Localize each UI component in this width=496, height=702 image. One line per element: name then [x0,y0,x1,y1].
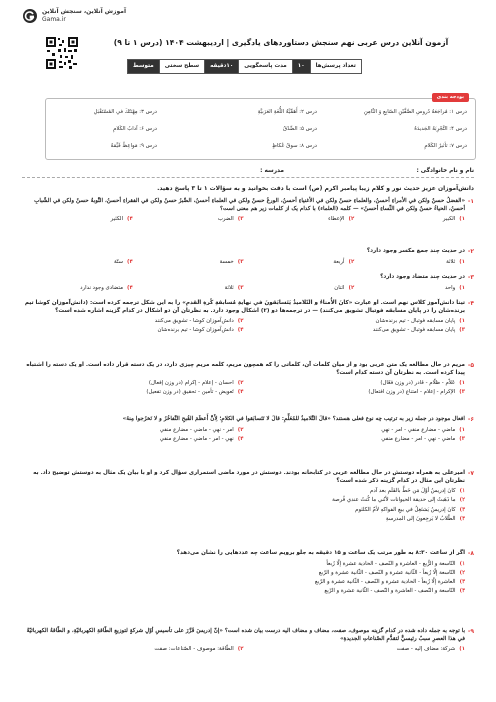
option-2[interactable]: ۲) دانش‌آموزان کوشا - تشویق می‌کنند [154,318,244,325]
question-text: مریم در حال مطالعه یک متن عربی بود و از میان کلمات آن، کلماتی را که همچون مریم، کلمه مریم چیزی دارد، در یک دسته قرار داده است. او یک دسته را اشتباه پیدا کرده است. به نظرتان آن دسته کدام است؟ [26,362,465,376]
option-2[interactable]: ۲) أربعة [333,258,355,265]
exam-meta-row [127,59,362,74]
option-1[interactable]: ۱) شركة: مضاف إليه - صفت [396,646,465,653]
question-1 [22,198,474,224]
topic-item: درس ۴: التَّجْرِبَةُ الجَديدَةُ [414,126,467,132]
options-list [22,645,465,654]
option-2[interactable]: ۲) احسان - إعلام - إكرام (در وزن إفعال) [148,380,244,387]
option-2[interactable]: ۲) ما ذَهَبتُ إلى حديقة الحيوانات لأنّني ما كُنتُ عندي فُرصة [332,497,465,504]
question-text: با توجه به جمله داده شده در کدام گزینه موصوف، صفت، مضاف و مضاف الیه درست بیان شده است؟ «إنّ إدريسَ قَرَّرَ على تأسيسِ أوّلِ شركةٍ لتوزيعِ الطّاقةِ الكهربائيّةِ، و الطّاقةُ الكهربائيّةُ في هذا العصرِ سببٌ رئيسيٌّ لتقدُّمِ الصّناعاتِ الجديدةِ» [26,628,465,642]
topic-item: درس ۸: سوقُ عُكاظٍ [272,143,317,149]
student-info-row [24,168,474,176]
topic-item: درس ۶: آدابُ الكَلامِ [113,126,157,132]
option-1[interactable]: ۱) ثلاثة [446,258,465,265]
option-1[interactable]: ۱) الكبير [442,216,465,223]
option-4[interactable]: ۴) الطّلابُ لا يَرجِعونَ إلى المدرسةِ [385,515,465,522]
question-text: «الفضلُ حسنٌ ولكن في الأمراءِ أحسنُ، والعلماءِ حسنٌ ولكن في الأغنياءِ أحسنُ، الورعُ حسنٌ ولكن في العلماءِ أحسنُ، الصَّبرُ حسنٌ ولكن في الفقراءِ أحسنُ، التَّوبةُ حسنٌ ولكن في الشّبابِ أحسنُ، الحياءُ حسنٌ ولكن في النِّساءِ أحسنُ» — كلمه (العلماء) با کدام یک از کلمات زیر هم معنی است؟ [34,198,465,212]
exam-title: آزمون آنلاین درس عربی نهم سنجش دستاوردهای یادگیری | اردیبهشت ۱۴۰۴ (درس ۱ تا ۹) [113,38,449,47]
option-2[interactable]: ۲) الإعطاء [328,216,355,223]
topic-item: درس ۷: تأثیرُ الكَلامِ [424,143,467,149]
option-3[interactable]: ۳) العاشرة إلّا رُبعاً - الحادية عشرة و النّصف - الثّانية عشرة و الرّبع [314,579,465,586]
question-text: افعال موجود در جمله زیر به ترتیب چه نوع فعلی هستند؟ «قالَ التَّلاميذُ للمُعَلِّمِ: قالَ لا تَتَسابَقوا في الكلامِ؛ لِأَنَّ أَعظَمَ القُبحِ التَّفاخُرُ و لا تَخرُجوا مِنهُ» [122,416,465,422]
meta-duration-label: مدت پاسخگویی [238,60,292,73]
meta-duration-value: ۱۰دقیقه [204,60,238,73]
options-list [22,284,465,293]
options-list [22,487,465,524]
option-2[interactable]: ۲) امر - نهي - ماضي - مضارع منفي [159,426,244,433]
option-3[interactable]: ۳) ماضي - نهي - امر - مضارع منفي [381,435,465,442]
options-list [22,258,465,267]
student-name-label: نام و نام خانوادگی : [416,168,474,174]
topic-item: درس ۳: مِهْنَتُكَ في المُسْتَقْبَلِ [93,109,157,115]
option-2[interactable]: ۲) اثنان [334,284,355,291]
option-4[interactable]: ۴) متضادی وجود ندارد [80,284,133,291]
option-1[interactable]: ۱) عَلاّم - ظلّام - قادر (در وزن فعّال) [380,380,465,387]
topic-item: درس ۵: الصِّدْقُ [283,126,317,132]
options-list [22,560,465,597]
question-3 [22,274,474,293]
question-text: تینا دانش‌آموز کلاس نهم است. او عبارت «كانَ الأُمناءُ و التّلاميذُ يَتَسابَقونَ في نهايةِ مُسابقةِ كُرةِ القدمِ» را به این شکل ترجمه کرده است: (دانش‌آموزان کوشا تیم برنده‌شان را در پایان مسابقه فوتبال تشویق می‌کنند) — در ترجمه‌ها دو (۲) اشکال وجود دارد. به نظرتان آن دو اشکال در کدام گزینه اشاره شده است؟ [24,300,465,314]
option-3[interactable]: ۳) پایان مسابقه فوتبال - تشویق می‌کنند [372,327,465,334]
meta-difficulty-value: متوسط [128,60,159,73]
options-list [22,379,465,398]
question-number: ۶- [467,416,474,423]
school-label: مدرسه : [260,168,284,174]
question-4 [22,300,474,336]
question-number: ۴- [467,300,474,307]
question-2 [22,248,474,267]
topic-item: درس ۲: أَهَمِّيَّةُ اللُّغَةِ العَرَبيَّةِ [257,109,317,115]
options-list [22,426,465,445]
question-9 [22,628,474,654]
question-number: ۱- [467,198,474,205]
option-1[interactable]: ۱) پایان مسابقه فوتبال - تیم برنده‌شان [375,318,465,325]
options-list [22,317,465,336]
question-7 [22,470,474,524]
option-1[interactable]: ۱) كانَ إدريسُ أوّلَ مَن خَطَّ بالقَلَمِ بعد آدم [369,488,465,495]
option-4[interactable]: ۴) دانش‌آموزان کوشا - تیم برنده‌شان [157,327,244,334]
meta-questions-label: تعداد پرسش‌ها [310,60,361,73]
topic-item: درس ۹: مَواعِظُ قَيِّمَةٌ [110,143,157,149]
option-2[interactable]: ۲) التّاسعة إلّا رُبعاً - الثّانية عشرة و النّصف - الثّانية عشرة و الرّبع [318,569,465,576]
option-4[interactable]: ۴) التّاسعة و النّصف - العاشرة و النّصف - الثّانية عشرة و الرّبع [324,588,465,595]
option-1[interactable]: ۱) واحد [444,284,465,291]
option-1[interactable]: ۱) ماضي - مضارع منفي - امر - نهي [381,426,465,433]
gama-logo-icon [22,8,38,24]
meta-difficulty-label: سطح سختی [159,60,204,73]
option-1[interactable]: ۱) التّاسعة و الرُّبع - العاشرة و النّصف - الحادية عشرة إلّا رُبعاً [326,560,465,567]
question-text: در حدیث چند جمع مکسر وجود دارد؟ [366,248,465,254]
exam-header [45,36,476,86]
question-number: ۵- [467,362,474,369]
option-4[interactable]: ۴) نهي - امر - ماضي - مضارع منفي [159,435,244,442]
brand-slogan: آموزش آنلاین، سنجش آنلاین [42,8,127,15]
question-number: ۲- [467,248,474,255]
question-5 [22,362,474,398]
option-4[interactable]: ۴) الكثير [110,216,133,223]
meta-questions-value: ۱۰ [292,60,310,73]
question-number: ۸- [467,550,474,557]
question-number: ۷- [467,470,474,477]
option-3[interactable]: ۳) خمسة [219,258,244,265]
options-list [22,215,465,224]
option-3[interactable]: ۳) ثلاثة [224,284,244,291]
option-3[interactable]: ۳) كانَ إدريسُ يَشتَغِلُ في بيعِ الفواكهِ لأمّ الكلثوم [355,506,465,513]
topics-box [45,94,476,160]
question-text: امیرعلی به همراه دوستش در حال مطالعه عربی در کتابخانه بودند. دوستش در مورد ماضی استمراری سؤال کرد و او با بیان یک مثال به دوستش توضیح داد. به نظرتان این مثال در کدام گزینه ذکر شده است؟ [33,470,465,484]
qr-code-icon [45,36,79,70]
divider [22,177,474,178]
question-number: ۳- [467,274,474,281]
question-6 [22,416,474,444]
instructions: دانش‌آموزان عزیز حدیث نور و کلام زیبا پیامبر اکرم (ص) است با دقت بخوانید و به سؤالات ۱ تا ۳ پاسخ دهید. [157,185,474,192]
brand [22,8,126,24]
topics-badge: بودجه بندی [432,93,469,102]
question-text: در حدیث چند متضاد وجود دارد؟ [380,274,465,280]
question-text: اگر از ساعت ۸:۳۰ به طور مرتب یک ساعت و ۱۵ دقیقه به جلو برویم ساعت چه عددهایی را نشان می‌دهد؟ [176,550,465,556]
option-2[interactable]: ۲) الطّاقة: موصوف - الصّناعات: صفت [154,646,244,653]
option-4[interactable]: ۴) ستّة [113,258,133,265]
option-4[interactable]: ۴) تَعويض - تأمين - تحقيق (در وزن تفعيل) [146,389,244,396]
option-3[interactable]: ۳) الضرب [217,216,244,223]
topic-item: درس ۱: مُراجَعَةُ دُروسِ الصَّفَّيْنِ السّابِعِ وَ الثّامِنِ [363,109,467,115]
brand-domain: Gama.ir [42,16,66,24]
option-3[interactable]: ۳) الإكرام - إعلام - امتناع (در وزن افتعال) [368,389,465,396]
question-8 [22,550,474,597]
question-number: ۹- [467,628,474,635]
